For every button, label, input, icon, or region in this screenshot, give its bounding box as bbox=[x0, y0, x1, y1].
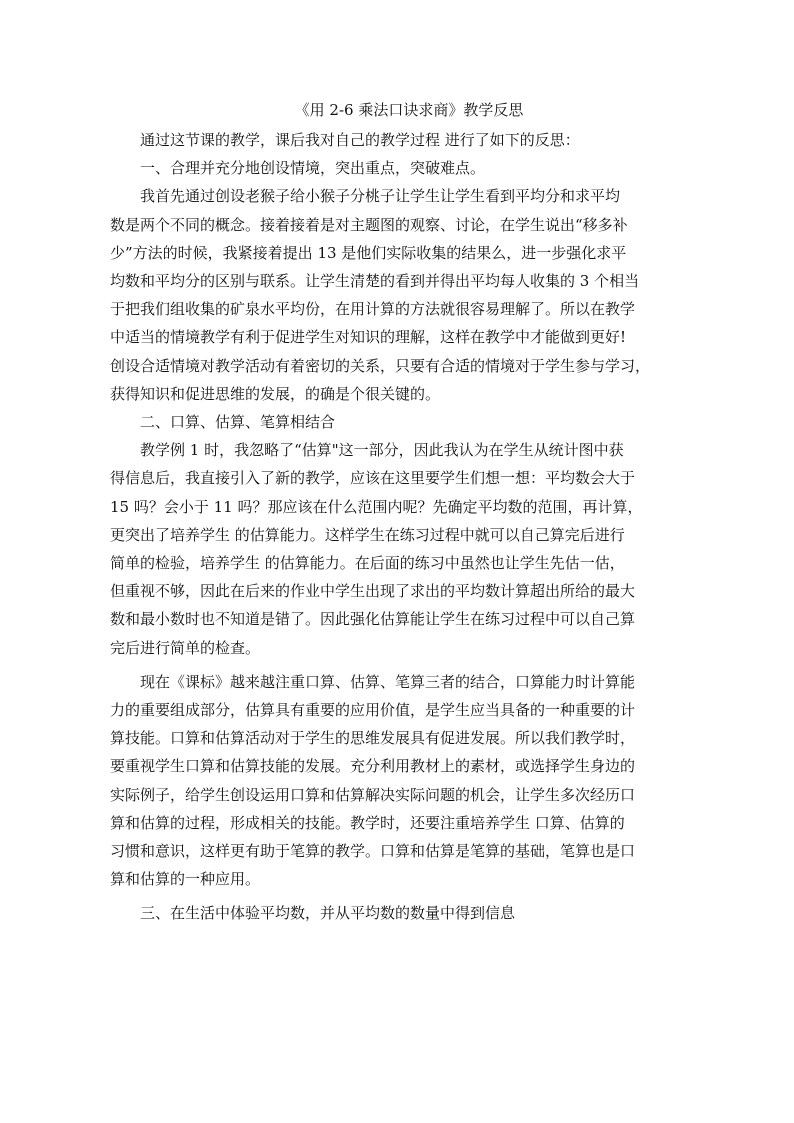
section1-paragraph bbox=[110, 182, 686, 408]
paragraph-line: 创设合适情境对教学活动有着密切的关系，只要有合适的情境对于学生参与学习， bbox=[110, 356, 651, 375]
paragraph-line: 但重视不够，因此在后来的作业中学生出现了求出的平均数计算超出所给的最大 bbox=[110, 582, 636, 601]
paragraph-line: 我首先通过创设老猴子给小猴子分桃子让学生让学生看到平均分和求平均 bbox=[140, 187, 621, 206]
intro-text: 通过这节课的教学，课后我对自己的教学过程 进行了如下的反思： bbox=[140, 131, 580, 149]
section2-heading: 二、口算、估算、笔算相结合 bbox=[140, 413, 336, 432]
paragraph-line: 均数和平均分的区别与联系。让学生清楚的看到并得出平均每人收集的 3 个相当 bbox=[110, 272, 640, 291]
paragraph-line: 数和最小数时也不知道是错了。因此强化估算能让学生在练习过程中可以自己算 bbox=[110, 610, 636, 629]
paragraph-line: 数是两个不同的概念。接着接着是对主题图的观察、讨论，在学生说出“移多补 bbox=[110, 215, 628, 234]
paragraph-line: 中适当的情境教学有利于促进学生对知识的理解，这样在教学中才能做到更好! bbox=[110, 328, 627, 347]
paragraph-line: 完后进行简单的检查。 bbox=[110, 638, 261, 657]
paragraph-line: 实际例子，给学生创设运用口算和估算解决实际问题的机会，让学生多次经历口 bbox=[110, 785, 636, 804]
section3-heading: 三、在生活中体验平均数，并从平均数的数量中得到信息 bbox=[140, 904, 516, 923]
paragraph-line: 要重视学生口算和估算技能的发展。充分利用教材上的素材，或选择学生身边的 bbox=[110, 757, 636, 776]
paragraph-line: 少”方法的时候，我紧接着提出 13 是他们实际收集的结果么，进一步强化求平 bbox=[110, 243, 627, 262]
paragraph-line: 简单的检验，培养学生 的估算能力。在后面的练习中虽然也让学生先估一估， bbox=[110, 554, 625, 573]
paragraph-line: 15 吗？会小于 11 吗？那应该在什么范围内呢？先确定平均数的范围，再计算， bbox=[110, 497, 643, 516]
paragraph-line: 更突出了培养学生 的估算能力。这样学生在练习过程中就可以自己算完后进行 bbox=[110, 525, 625, 544]
section2-paragraph-2 bbox=[110, 668, 686, 894]
document-page bbox=[110, 96, 686, 928]
paragraph-line: 于把我们组收集的矿泉水平均份，在用计算的方法就很容易理解了。所以在教学 bbox=[110, 300, 636, 319]
section2-paragraph-1 bbox=[110, 436, 686, 662]
paragraph-line: 算和估算的一种应用。 bbox=[110, 870, 261, 889]
document-title: 《用 2-6 乘法口诀求商》教学反思 bbox=[294, 101, 524, 119]
paragraph-line: 算和估算的过程，形成相关的技能。教学时，还要注重培养学生 口算、估算的 bbox=[110, 813, 625, 832]
paragraph-line: 得信息后，我直接引入了新的教学，应该在这里要学生们想一想：平均数会大于 bbox=[110, 469, 636, 488]
paragraph-line: 现在《课标》越来越注重口算、估算、笔算三者的结合，口算能力时计算能 bbox=[140, 672, 636, 691]
section1-heading: 一、合理并充分地创设情境，突出重点，突破难点。 bbox=[140, 159, 486, 178]
paragraph-line: 习惯和意识，这样更有助于笔算的教学。口算和估算是笔算的基础，笔算也是口 bbox=[110, 842, 636, 861]
paragraph-line: 教学例 1 时，我忽略了“估算"这一部分，因此我认为在学生从统计图中获 bbox=[140, 441, 624, 460]
paragraph-line: 力的重要组成部分，估算具有重要的应用价值，是学生应当具备的一种重要的计 bbox=[110, 701, 636, 720]
paragraph-line: 算技能。口算和估算活动对于学生的思维发展具有促进发展。所以我们教学时， bbox=[110, 729, 636, 748]
paragraph-line: 获得知识和促进思维的发展，的确是个很关键的。 bbox=[110, 384, 441, 403]
